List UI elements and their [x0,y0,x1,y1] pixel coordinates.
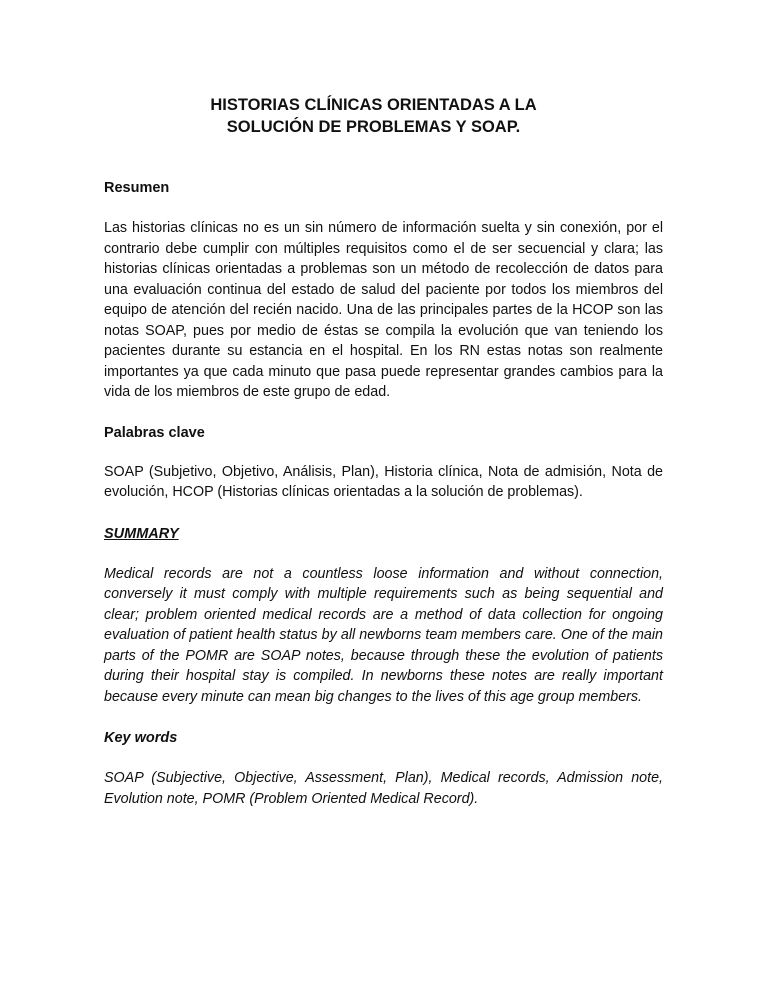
key-words-heading: Key words [104,730,178,746]
key-words-paragraph: SOAP (Subjective, Objective, Assessment, Plan), Medical records, Admission note, Evolution note, POMR (Problem Oriented Medical Record). [104,770,663,807]
resumen-paragraph: Las historias clínicas no es un sin número de información suelta y sin conexión, por el contrario debe cumplir con múltiples requisitos como el de ser secuencial y clara; las historias clínicas orientadas a problemas son un método de recolección de datos para una evaluación continua del estado de salud del paciente por todos los miembros del equipo de atención del recién nacido. Una de las principales partes de la HCOP son las notas SOAP, pues por medio de éstas se compila la evolución que van teniendo los pacientes durante su estancia en el hospital. En los RN estas notas son realmente importantes ya que cada minuto que pasa puede representar grandes cambios para la vida de los miembros de este grupo de edad. [104,220,663,400]
document-page [104,94,663,809]
document-title [104,94,663,138]
summary-paragraph: Medical records are not a countless loose information and without connection, conversely it must comply with multiple requirements such as being sequential and clear; problem oriented medical records are a method of data collection for ongoing evaluation of patient health status by all newborns team members care. One of the main parts of the POMR are SOAP notes, because through these the evolution of patients during their hospital stay is compiled. In newborns these notes are really important because every minute can mean big changes to the lives of this age group members. [104,565,663,705]
title-line-1: HISTORIAS CLÍNICAS ORIENTADAS A LA [210,96,537,114]
title-line-2: SOLUCIÓN DE PROBLEMAS Y SOAP. [226,118,521,136]
summary-heading: SUMMARY [104,525,179,542]
palabras-clave-paragraph: SOAP (Subjetivo, Objetivo, Análisis, Plan), Historia clínica, Nota de admisión, Nota de evolución, HCOP (Historias clínicas orientadas a la solución de problemas). [104,463,663,500]
resumen-heading: Resumen [104,180,170,196]
palabras-clave-heading: Palabras clave [104,424,205,441]
